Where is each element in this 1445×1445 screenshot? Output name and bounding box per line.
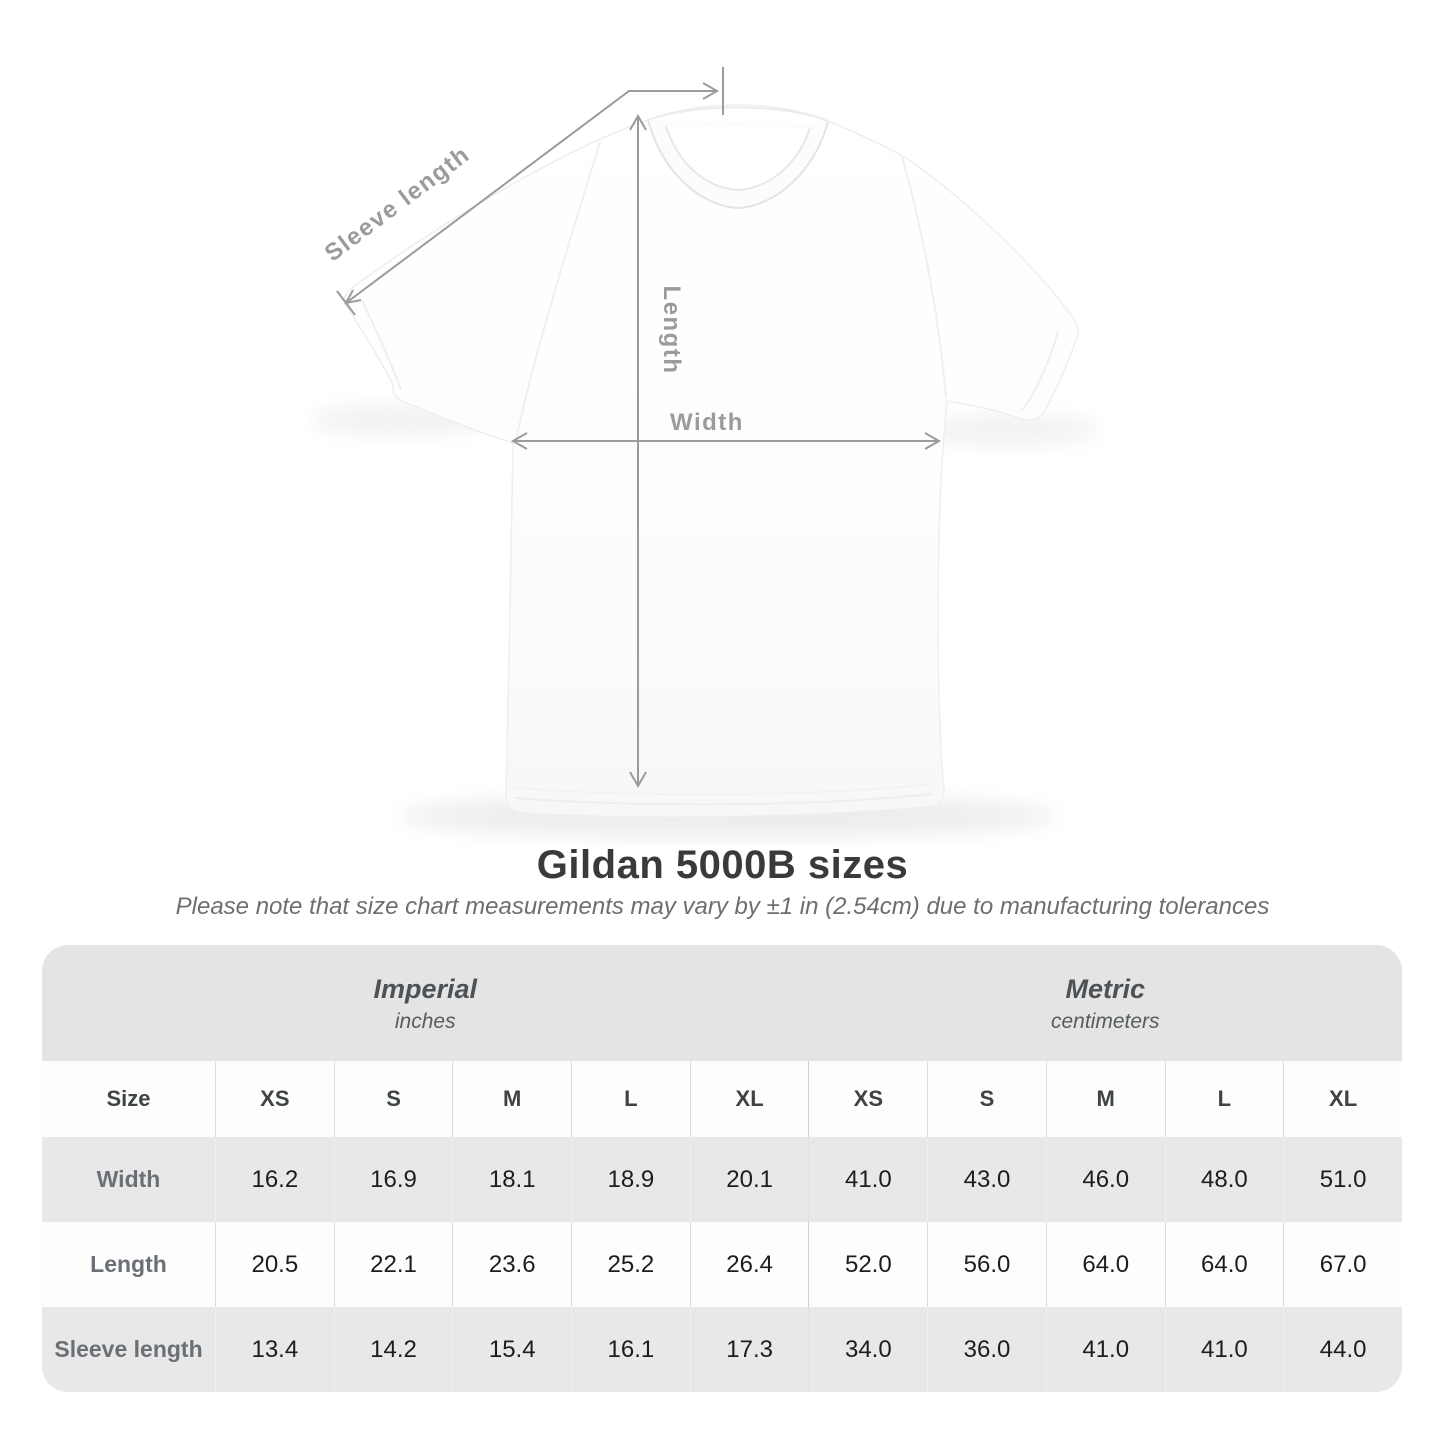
col-header-imperial-xl: XL — [690, 1061, 809, 1137]
col-header-metric-l: L — [1165, 1061, 1284, 1137]
length-label: Length — [658, 285, 685, 375]
metric-label: Metric — [1065, 974, 1145, 1005]
cell-value: 44.0 — [1283, 1307, 1402, 1392]
table-row-width — [42, 1137, 1402, 1222]
cell-value: 51.0 — [1283, 1137, 1402, 1222]
cell-value: 64.0 — [1046, 1222, 1165, 1307]
cell-value: 41.0 — [1165, 1307, 1284, 1392]
metric-band — [808, 945, 1402, 1061]
tolerance-note: Please note that size chart measurements may vary by ±1 in (2.54cm) due to manufacturing tolerances — [175, 893, 1270, 920]
cell-value: 18.1 — [452, 1137, 571, 1222]
col-header-imperial-l: L — [571, 1061, 690, 1137]
cell-value: 15.4 — [452, 1307, 571, 1392]
imperial-unit: inches — [394, 1009, 456, 1033]
size-header-row — [42, 1061, 1402, 1137]
cell-value: 52.0 — [808, 1222, 927, 1307]
table-row-sleeve-length — [42, 1307, 1402, 1392]
cell-value: 20.5 — [215, 1222, 334, 1307]
cell-value: 20.1 — [690, 1137, 809, 1222]
col-header-metric-m: M — [1046, 1061, 1165, 1137]
imperial-label: Imperial — [373, 974, 478, 1005]
row-label-length: Length — [42, 1222, 215, 1307]
page-title: Gildan 5000B sizes — [536, 843, 909, 887]
col-header-metric-s: S — [927, 1061, 1046, 1137]
table-row-length — [42, 1222, 1402, 1307]
cell-value: 48.0 — [1165, 1137, 1284, 1222]
unit-band-row — [42, 945, 1402, 1061]
cell-value: 16.9 — [334, 1137, 453, 1222]
col-header-imperial-xs: XS — [215, 1061, 334, 1137]
col-header-imperial-s: S — [334, 1061, 453, 1137]
metric-unit: centimeters — [1050, 1009, 1160, 1033]
sleeve-length-label: Sleeve length — [319, 140, 476, 268]
cell-value: 17.3 — [690, 1307, 809, 1392]
cell-value: 23.6 — [452, 1222, 571, 1307]
width-label: Width — [670, 409, 744, 436]
size-table — [42, 945, 1402, 1392]
cell-value: 64.0 — [1165, 1222, 1284, 1307]
cell-value: 26.4 — [690, 1222, 809, 1307]
col-header-metric-xl: XL — [1283, 1061, 1402, 1137]
cell-value: 36.0 — [927, 1307, 1046, 1392]
cell-value: 13.4 — [215, 1307, 334, 1392]
cell-value: 16.2 — [215, 1137, 334, 1222]
tshirt-graphic — [345, 105, 1078, 817]
col-header-size: Size — [42, 1061, 215, 1137]
cell-value: 41.0 — [1046, 1307, 1165, 1392]
imperial-band — [42, 945, 808, 1061]
cell-value: 16.1 — [571, 1307, 690, 1392]
cell-value: 46.0 — [1046, 1137, 1165, 1222]
cell-value: 25.2 — [571, 1222, 690, 1307]
row-label-sleeve-length: Sleeve length — [42, 1307, 215, 1392]
cell-value: 14.2 — [334, 1307, 453, 1392]
row-label-width: Width — [42, 1137, 215, 1222]
cell-value: 43.0 — [927, 1137, 1046, 1222]
cell-value: 22.1 — [334, 1222, 453, 1307]
cell-value: 67.0 — [1283, 1222, 1402, 1307]
cell-value: 34.0 — [808, 1307, 927, 1392]
cell-value: 56.0 — [927, 1222, 1046, 1307]
cell-value: 18.9 — [571, 1137, 690, 1222]
col-header-metric-xs: XS — [808, 1061, 927, 1137]
cell-value: 41.0 — [808, 1137, 927, 1222]
col-header-imperial-m: M — [452, 1061, 571, 1137]
